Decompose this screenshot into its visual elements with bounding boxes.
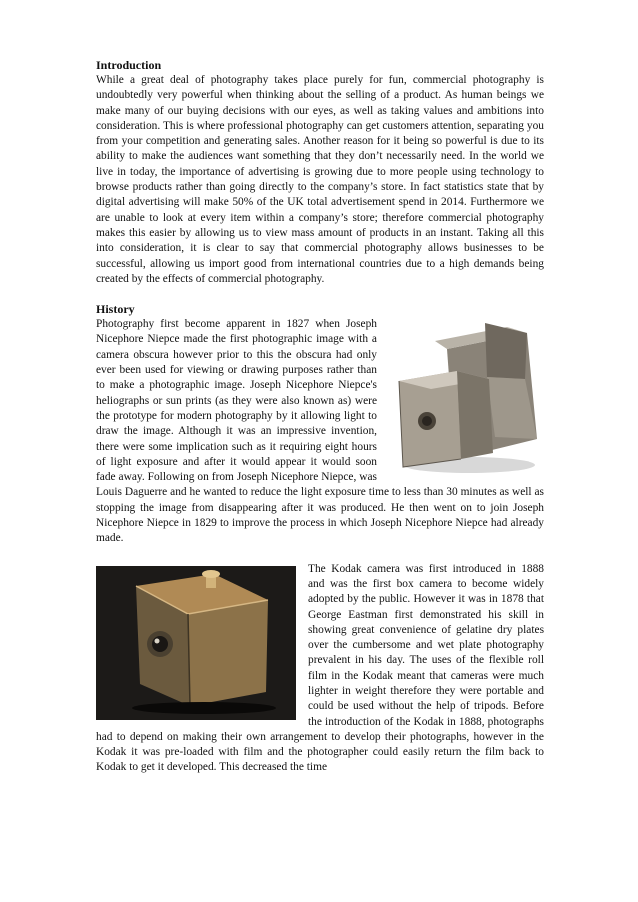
camera-obscura-image: [387, 319, 544, 479]
history-paragraph-1: Photography first become apparent in 1827 when Joseph Nicephore Niepce made the first photographic image with a camera obscura however prior to this the obscura had only ever been used for viewing or drawing purposes rather than to make a photographic image. Joseph Nicephore Niepce's heliographs or sun prints (as they were also known as) were the prototype for modern photography by it allowing light to draw the image. Although it was an impressive invention, there were some implication such as it requiring eight hours of light exposure and after it would appear it would soon fade away. Following on from Joseph Nicephore Niepce, was Louis Daguerre and he wanted to reduce the light exposure time to less than 30 minutes as well as stopping the image from disappearing after it was produced. He then went on to join Joseph Nicephore Niepce in 1829 to improve the process in which Joseph Nicephore Niepce had already made.: [96, 318, 544, 545]
history-heading: History: [96, 302, 135, 317]
section-gap-2: [96, 547, 544, 562]
document-page: [96, 58, 544, 776]
kodak-camera-image: [96, 566, 296, 720]
history-paragraph-2: The Kodak camera was first introduced in 1888 and was the first box camera to become widely adopted by the public. However it was in 1878 that George Eastman first demonstrated his skill in showing great convenience of gelatine dry plates over the cumbersome and wet plate photography prevalent in his day. The uses of the flexible roll film in the Kodak meant that cameras were much lighter in weight therefore they were portable and could be used without the help of tripods. Before the introduction of the Kodak in 1888, photographs had to depend on making their own arrangement to develop their photographs, however in the Kodak it was pre-loaded with film and the photographer could easily return the film back to Kodak to get it developed. This decreased the time: [96, 562, 544, 774]
introduction-heading: Introduction: [96, 58, 162, 72]
section-gap: [96, 287, 544, 302]
camera-obscura-photo: [387, 319, 544, 479]
kodak-camera-photo: [96, 566, 296, 720]
introduction-paragraph: While a great deal of photography takes place purely for fun, commercial photography is undoubtedly very powerful when thinking about the selling of a product. As human beings we make many of our buying decisions with our eyes, as well as taking values and ambitions into consideration. This is where professional photography can get customers attention, separating you from your competition and generating sales. Another reason for it being so powerful is due to its ability to make the audiences want something that they don’t necessarily need. In the world we live in today, the importance of advertising is growing due to more people using technology to browse products rather than going directly to the company’s store. In fact statistics state that by digital advertising will make 50% of the UK total advertisement spend in 2014. Furthermore we are unable to look at every item within a company’s store; therefore commercial photography makes this easier by allowing us to view mass amount of products in an instant. Taking all this into consideration, it is clear to say that commercial photography allows businesses to be successful, allowing us import good from international countries due to a high demands being created by the effects of commercial photography.: [96, 74, 544, 285]
